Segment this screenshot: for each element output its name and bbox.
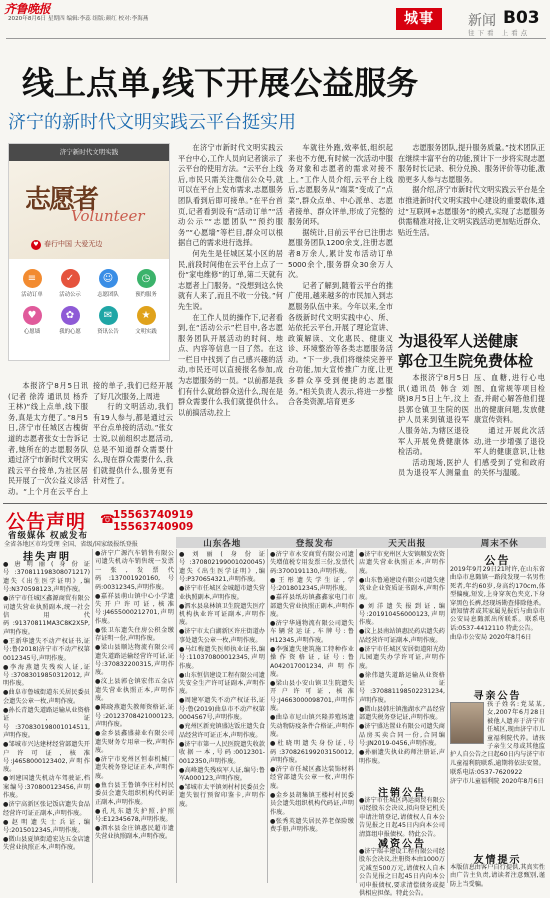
- classified-item: ●微山县夏镇街道宏达五金店遗失营业执照正本,声明作废。: [3, 835, 90, 852]
- app-menu-label: 文明实践: [135, 329, 157, 335]
- classified-item: ●鱼台县王鲁镇李庄村村民委员会遗失组织机构代码证正副本,声明作废。: [95, 781, 174, 806]
- sidebar-headline-1: 为退役军人送健康: [398, 332, 519, 350]
- article-paragraph: 本报济宁8月5日讯(记者 徐涛 通讯员 杨乔 王林)“线上点单,线下服务,真是太方便了。”8月5日,济宁市任城区古槐街道的志愿者张女士告诉记者,她所在的志愿服务队通过济宁市新时代文明实践云平台接单,为社区居民开展了一次公益义诊活动。“上个月在云平台上接的单子,我们已经开展了好几次服务,上周进: [8, 381, 173, 496]
- classified-item: ●济宁市兖州区恒泰机械厂遗失税务登记证正本,声明作废。: [95, 755, 174, 780]
- article-paragraph: 车就往外跑,效率低,组织起来也不方便,有时候一次活动中服务对象和志愿者的需求对接不上。”工作人员介绍,云平台上线后,志愿服务从“端菜”变成了“点菜”,群众点单、中心派单、志愿者接单、群众评单,形成了完整的服务闭环。: [288, 143, 393, 227]
- classified-item: ●济宁市任城区金城超市遗失营业执照副本,声明作废。: [179, 585, 265, 601]
- ads-column-4: [270, 551, 354, 883]
- article-paragraph: 据介绍,济宁市新时代文明实践云平台是全市推进新时代文明实践中心建设的重要载体,通过“互联网+志愿服务”的模式,实现了志愿服务供需精准对接,让文明实践活动更加贴近群众、贴近生活。: [398, 185, 545, 237]
- article-paragraph: 记者了解到,随着云平台的推广使用,越来越多的市民加入到志愿服务队伍中来。今年以来,全市各级新时代文明实践中心、所、站依托云平台,开展了理论宣讲、政策解读、文化惠民、健康义诊、环境整治等各类志愿服务活动。“下一步,我们将继续完善平台功能,加大宣传推广力度,让更多群众享受到便捷的志愿服务。”相关负责人表示,将进一步整合各类资源,培育更多: [288, 280, 393, 407]
- classified-item: ●邹城市兴达建材经营部遗失开户许可证,核准号:J4658000123402,声明作废。: [3, 741, 90, 774]
- article-column-c: [398, 143, 545, 323]
- sidebar-paragraph: 活动现场,医护人员为退役军人测量血压、血糖,进行心电图、血常规等项目检查,并耐心解答他们提出的健康问题,发放健康宣传资料。: [398, 373, 545, 478]
- classified-item: ●徐伟遗失道路运输从业资格证,证号:370881198502231234,声明作废。: [359, 671, 445, 704]
- mail-icon: ✉: [99, 306, 118, 325]
- app-menu-label: 志愿团队: [97, 292, 119, 298]
- section-name: 新闻: [468, 13, 496, 29]
- classified-item: ●赵明遗失士兵证,编号:2015012345,声明作废。: [3, 818, 90, 834]
- classified-item: ●济宁市任城区鑫源商贸有限公司遗失营业执照副本,统一社会信用代码:91370811MA3C8K2X5P,声明作废。: [3, 595, 90, 636]
- classified-item: ●邹城市太平镇刘村村民委员会遗失银行预留印鉴卡,声明作废。: [179, 783, 265, 808]
- article-lead: [8, 381, 173, 501]
- band-text: 登报发布: [295, 538, 334, 549]
- app-menu-item: [51, 306, 89, 335]
- notice-paragraph: 济宁市儿童福利院 2020年8月6日: [450, 777, 544, 785]
- classified-item: ●济宁瑞丰建设工程有限公司经股东会决议,注册资本由1000万元减至500万元,请债权人自本公告见报之日起45日内向本公司申报债权,要求清偿债务或提供相应担保。特此公告。: [359, 848, 445, 898]
- tip-heading: 友情提示: [473, 855, 522, 866]
- classified-item: ●济宁广源汽车销售有限公司遗失机动车销售统一发票一张,发票代码:137001920160,号码:00312345,声明作废。: [95, 550, 174, 591]
- sidebar-paragraph: 通过开展此次活动,进一步增强了退役军人的健康意识,让他们感受到了党和政府的关怀与温暖。: [474, 425, 545, 478]
- classified-item: ●济宁市第一人民医院遗失收款收据一本,号码:0012301-0012350,声明作废。: [179, 740, 265, 765]
- classified-item: ●陈晓燕遗失教师资格证,证号:20123708421000123,声明作废。: [95, 704, 174, 729]
- band-text: 天天出报: [388, 538, 427, 549]
- article-subheadline: 济宁的新时代文明实践云平台挺实用: [8, 112, 296, 133]
- app-menu-item: [13, 269, 51, 298]
- app-menu-label: 预约服务: [135, 292, 157, 298]
- column-divider: [356, 549, 357, 883]
- column-divider: [176, 549, 177, 883]
- classified-item: ●杜晓明遗失身份证,号码:370826199203150012,声明作废。: [270, 740, 354, 764]
- team-icon: ☺: [99, 269, 118, 288]
- article-paragraph: 志愿服务团队,提升服务质量。”技术团队正在继续丰富平台的功能,预计下一步将实现志愿服务时长记录、积分兑换、服务评价等功能,激励更多人参与志愿服务。: [398, 143, 545, 184]
- classified-item: ●张秀英遗失居民养老保险缴费手册,声明作废。: [270, 817, 354, 833]
- app-menu-label: 我的心愿: [59, 329, 81, 335]
- classified-item: ●金乡县鑫盛蒜业有限公司遗失财务专用章一枚,声明作废。: [95, 730, 174, 754]
- sidebar-paragraph: 本报济宁8月5日讯(通讯员 韩含 刘晓)8月5日上午,汶上县郭仓镇卫生院的医护人员来到镇退役军人服务站,为辖区退役军人开展免费健康体检活动。: [398, 373, 469, 457]
- classified-item: ●济宁市永安商贸有限公司遗失增值税专用发票三份,发票代码:3700191130,声明作废。: [270, 551, 354, 575]
- band-text: 山东各地: [203, 538, 242, 549]
- app-menu-item: [89, 269, 127, 298]
- column-divider: [447, 549, 448, 883]
- classified-item: ●汶上县郭仓镇宏伟五金店遗失营业执照正本,声明作废。: [95, 678, 174, 703]
- article-paragraph: 据统计,目前云平台已注册志愿服务团队1200余支,注册志愿者8万余人,累计发布活动订单5000余个,服务群众30余万人次。: [288, 227, 393, 280]
- article-paragraph: 行的文明活动,我们有19人参与,都是通过云平台点单接的活动。”张女士说,以前组织志愿活动,总是不知道群众需要什么,现在群众需要什么,我们就提供什么,服务更有针对性了。: [93, 402, 173, 486]
- ads-tagline: 省级媒体 权威发布: [8, 531, 88, 541]
- notice-heading: 公告: [484, 554, 511, 567]
- classified-item: ●汶上县南站镇惠民药店遗失药品经营许可证副本,声明作废。: [359, 628, 445, 644]
- column-divider: [267, 549, 268, 883]
- order-icon: ≡: [23, 269, 42, 288]
- phone-icon: ☎: [100, 512, 115, 526]
- article-column-b: [288, 143, 393, 501]
- ads-column-1: [3, 561, 90, 883]
- ads-title: 公告声明: [6, 511, 87, 533]
- classified-item: ●马红梅遗失医师执业证书,编号:110370800012345,声明作废。: [179, 645, 265, 670]
- classified-item: ●山东鲁通建设有限公司遗失建筑业企业资质证书副本,声明作废。: [359, 576, 445, 601]
- classified-item: ●兖州区新兖镇盛达饭庄遗失食品经营许可证正本,声明作废。: [179, 723, 265, 739]
- app-banner: [9, 161, 169, 259]
- dateline: 2020年8月6日 星期四 编辑:李蕊 组版:颜红 校对:李海燕: [8, 16, 149, 22]
- column-divider: [92, 549, 93, 883]
- classified-item: ●济宁华通物流有限公司遗失车辆营运证,车牌号:鲁H12345,声明作废。: [270, 620, 354, 644]
- band-text: 周末不休: [480, 538, 519, 549]
- app-screenshot-photo: [8, 143, 170, 361]
- classified-item: ●济宁市任城区鸿运商贸有限公司经股东会决议,拟向登记机关申请注销登记,请债权人自本公告见报之日起45日内向本公司清算组申报债权。特此公告。: [359, 797, 445, 838]
- app-menu-item: [89, 306, 127, 335]
- notice-paragraph: 2019年9月29日21时许,在山东省曲阜市息陬镇一路段发现一名男性死者,年约60岁,身高约170cm,体型偏瘦,短发,上身穿灰色夹克,下身穿黑色长裤,经现场勘查排除他杀。请知情者或其家属见报后与曲阜市公安局息陬派出所联系。联系电话:0537-4412110 特此公告。: [450, 566, 545, 632]
- flower-icon: ✿: [61, 306, 80, 325]
- classified-item: ●刘建国遗失机动车驾驶证,档案编号:370800123456,声明作废。: [3, 775, 90, 800]
- classified-item: ●曲阜市尼山镇兴隆养殖场遗失动物防疫条件合格证,声明作废。: [270, 714, 354, 739]
- classified-item: ●曲阜市鲁城街道东关居民委员会遗失公章一枚,声明作废。: [3, 689, 90, 705]
- deregistration-heading: 注销公告: [378, 788, 426, 799]
- family-search-heading: 寻亲公告: [473, 691, 522, 702]
- classified-item: ●张卫东遗失住房公积金缴存证明一份,声明作废。: [95, 626, 174, 643]
- friendly-tip: [450, 864, 545, 888]
- classified-item: ●济宁盛达置业有限公司遗失商品房买卖合同一份,合同编号:JN2019-0456,声明作废。: [359, 723, 445, 748]
- ads-column-2: [95, 550, 174, 883]
- classified-item: ●李强遗失建筑施工特种作业操作资格证,证号:鲁A042017001234,声明作废。: [270, 645, 354, 679]
- deregistration-notice: [359, 797, 445, 838]
- heart-icon: ♥: [31, 240, 41, 250]
- banner-slogan-row: [31, 239, 102, 250]
- classified-item: ●微山县韩庄镇渔湖水产品经营部遗失税务登记证,声明作废。: [359, 705, 445, 722]
- app-menu-label: 活动公示: [59, 292, 81, 298]
- classified-item: ●梁山县小安山镇卫生院遗失开户许可证,核准号:J4663000098701,声明作废。: [270, 680, 354, 713]
- classified-item: ●唐明丽(身份证号:370811198308071217)遗失《出生医学证明》,编号:N370598123,声明作废。: [3, 561, 90, 594]
- capital-reduction-heading: 减资公告: [378, 839, 426, 850]
- classified-item: ●孔凡东遗失护照,护照号:E12345678,声明作废。: [95, 807, 174, 823]
- notice-paragraph: 曲阜市公安局 2020年8月6日: [450, 633, 532, 641]
- banner-script: Volunteer: [71, 207, 145, 225]
- ads-column-3: [179, 551, 265, 883]
- notice-paragraph: 本版信息由客户自行提供,其真实性由广告主负责,请读者注意甄别,谨防上当受骗。: [450, 864, 545, 888]
- star-icon: ★: [137, 306, 156, 325]
- masthead-divider: [6, 38, 546, 39]
- app-menu-item: [127, 306, 165, 335]
- section-divider: [3, 503, 547, 504]
- ads-column-5: [359, 551, 445, 782]
- app-menu-label: 资讯公告: [97, 329, 119, 335]
- classified-item: ●王新华遗失不动产权证书,证号:鲁(2018)济宁市不动产权第0012345号,声明作废。: [3, 637, 90, 662]
- child-photo: [450, 702, 484, 744]
- app-menu-label: 心愿墙: [23, 329, 41, 335]
- family-search-notice: [450, 701, 545, 848]
- classified-item: ●济宁市任城区安居街道阳光幼儿园遗失办学许可证,声明作废。: [359, 645, 445, 670]
- public-notice: [450, 566, 545, 684]
- classified-item: ●济宁市兖州区大安镇顺发农资店遗失营业执照正本,声明作废。: [359, 551, 445, 575]
- app-menu-label: 活动订单: [21, 292, 43, 298]
- sidebar-headline-2: 郭仓卫生院免费体检: [398, 352, 534, 370]
- capital-reduction-notice: [359, 848, 445, 898]
- classified-item: ●济宁市任城区鑫达装饰材料经营部遗失公章一枚,声明作废。: [270, 765, 354, 790]
- notice-icon: ✓: [61, 269, 80, 288]
- classified-item: ●嘉祥县纸坊镇鑫鑫家电门市部遗失营业执照正副本,声明作废。: [270, 594, 354, 619]
- classified-item: ●泗水县泉林镇卫生院遗失医疗机构执业许可证副本,声明作废。: [179, 602, 265, 627]
- classified-item: ●嘉祥县萌山镇中心小学遗失开户许可证,核准号:J4655000212701,声明作废。: [95, 592, 174, 625]
- ads-phone-2: 15563740909: [113, 521, 194, 533]
- sidebar-body: [398, 373, 545, 501]
- classified-item: ●周建军遗失不动产权证书,证号:鲁(2019)曲阜市不动产权第0004567号,声明作废。: [179, 697, 265, 722]
- app-title: 济宁新时代文明实践: [59, 148, 119, 156]
- article-paragraph: 在济宁市新时代文明实践云平台中心,工作人员向记者演示了云平台的使用方法。“云平台上线后,市民只需关注微信公众号,就可以在平台上发布需求,志愿服务团队看到后即可接单。”在平台首页,记者看到设有“活动订单”“活动公示”“志愿团队”“预约服务”“心愿墙”等栏目,群众可以根据自己的需求进行选择。: [178, 143, 283, 248]
- clock-icon: ◷: [137, 269, 156, 288]
- heart-icon: ♥: [23, 306, 42, 325]
- page-number: B03: [503, 8, 540, 28]
- article-paragraph: 在工作人员的操作下,记者看到,在“活动公示”栏目中,各志愿服务团队开展活动的时间、地点、内容等信息一目了然。在这一栏目中找到了自己感兴趣的活动,市民还可以直接报名参加,成为志愿服务的一员。“以前都是我们有什么就给群众送什么,现在是群众需要什么我们就提供什么。以前搞活动,拉上: [178, 312, 283, 417]
- classified-item: ●济宁高新区张记饭店遗失食品经营许可证正副本,声明作废。: [3, 801, 90, 817]
- classified-item: ●李海燕遗失残疾人证,证号:37083019850312012,声明作废。: [3, 663, 90, 688]
- newspaper-logo: 齐鲁晚报: [4, 2, 51, 16]
- article-column-a: [178, 143, 283, 501]
- banner-title: 志愿者: [25, 185, 98, 215]
- classified-item: ●孙长青遗失道路运输从业资格证,证号:370830198001014511,声明作废。: [3, 706, 90, 740]
- notice-paragraph: 联系电话:0537-7620922: [450, 768, 523, 776]
- app-icon-grid: [9, 259, 169, 335]
- classified-item: ●刘丽(身份证号:370802199001020045)遗失《出生医学证明》,编号:P370654321,声明作废。: [179, 551, 265, 584]
- classified-item: ●孙丽遗失执业药师注册证,声明作废。: [359, 749, 445, 765]
- ads-phone-1: 15563740919: [113, 509, 194, 521]
- classified-item: ●金乡县胡集镇王楼村村民委员会遗失组织机构代码证,声明作废。: [270, 791, 354, 816]
- app-menu-item: [127, 269, 165, 298]
- app-menu-item: [13, 306, 51, 335]
- article-headline: 线上点单,线下开展公益服务: [22, 64, 419, 102]
- classified-item: ●梁山县顺达物流有限公司遗失道路运输经营许可证,证号:370832200315,声明作废。: [95, 644, 174, 677]
- notice-paragraph: 孩子姓名:党某某,女,2007年6月28日被他人遗弃于济宁市任城区,现由济宁市儿童福利院代养。请孩子亲生父母或其他监护人自公告之日起60日内与济宁市儿童福利院联系,逾期将依法安置。: [450, 701, 545, 767]
- classified-item: ●济宁市太白湖新区许庄街道办事处遗失公章一枚,声明作废。: [179, 628, 265, 644]
- classified-item: ●刘洋遗失报到证,编号:201910456000123,声明作废。: [359, 602, 445, 627]
- app-title-bar: [9, 144, 169, 161]
- lost-heading: 挂失声明: [23, 552, 71, 563]
- app-menu-item: [51, 269, 89, 298]
- section-slogan: 往下看 上看点: [468, 29, 531, 37]
- ads-coverage: 全省各地区市均受理 全国、省级/国家级报纸登报: [4, 541, 138, 548]
- classified-item: ●泗水县金庄镇惠民超市遗失营业执照副本,声明作废。: [95, 824, 174, 841]
- section-tag: 城事: [396, 8, 442, 30]
- banner-slogan: 春行中国 大爱无边: [44, 240, 103, 248]
- article-paragraph: 何先生是任城区某小区的居民,前段时间他在云平台上点了一份“家电维修”的订单,第二天就有志愿者上门服务。“没想到这么快就有人来了,而且不收一分钱。”何先生说。: [178, 248, 283, 311]
- ads-banner-band: [176, 537, 546, 548]
- classified-item: ●高峰遗失残疾军人证,编号:鲁军A000123,声明作废。: [179, 766, 265, 782]
- classified-item: ●王彤遗失学生证,学号:2018012345,声明作废。: [270, 576, 354, 593]
- classified-item: ●山东恒信建设工程有限公司遗失安全生产许可证副本,声明作废。: [179, 671, 265, 696]
